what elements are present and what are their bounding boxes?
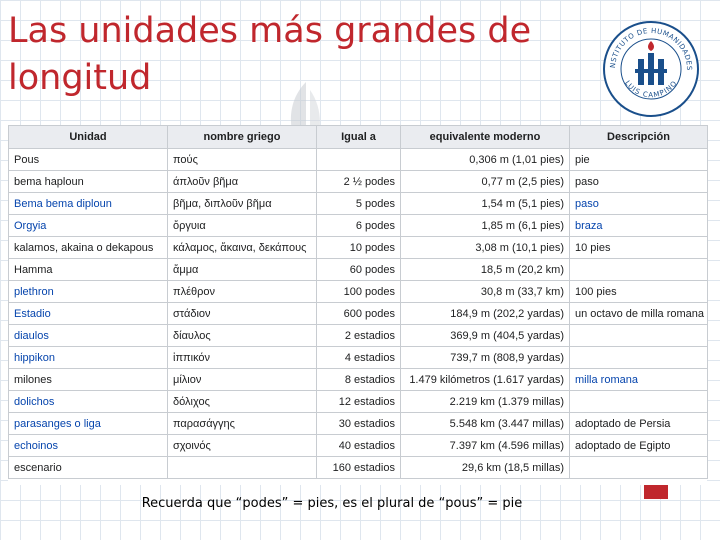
cell-modern-equivalent: 5.548 km (3.447 millas)	[401, 413, 570, 435]
cell-modern-equivalent: 2.219 km (1.379 millas)	[401, 391, 570, 413]
table-row	[9, 435, 708, 457]
cell-greek-name: πούς	[168, 149, 317, 171]
cell-equal-to: 160 estadios	[317, 457, 401, 479]
cell-modern-equivalent: 1,54 m (5,1 pies)	[401, 193, 570, 215]
header-equal-to: Igual a	[317, 126, 401, 149]
table-body	[9, 149, 708, 479]
cell-unit	[9, 215, 168, 237]
cell-unit-link[interactable]: plethron	[14, 285, 54, 298]
institute-logo	[601, 19, 701, 119]
units-table-container	[8, 125, 707, 485]
cell-unit: kalamos, akaina o dekapous	[9, 237, 168, 259]
cell-modern-equivalent: 1,85 m (6,1 pies)	[401, 215, 570, 237]
cell-unit	[9, 347, 168, 369]
cell-unit: milones	[9, 369, 168, 391]
cell-equal-to: 4 estadios	[317, 347, 401, 369]
cell-equal-to: 12 estadios	[317, 391, 401, 413]
table-row	[9, 325, 708, 347]
table-row	[9, 281, 708, 303]
cell-description	[570, 215, 708, 237]
cell-greek-name: παρασάγγης	[168, 413, 317, 435]
header-description: Descripción	[570, 126, 708, 149]
cell-equal-to: 2 ½ podes	[317, 171, 401, 193]
cell-description	[570, 457, 708, 479]
header-unit: Unidad	[9, 126, 168, 149]
cell-greek-name: δίαυλος	[168, 325, 317, 347]
cell-modern-equivalent: 18,5 m (20,2 km)	[401, 259, 570, 281]
table-row	[9, 457, 708, 479]
cell-modern-equivalent: 0,77 m (2,5 pies)	[401, 171, 570, 193]
cell-unit	[9, 303, 168, 325]
cell-greek-name: βῆμα, διπλοῦν βῆμα	[168, 193, 317, 215]
cell-unit-link[interactable]: dolichos	[14, 395, 55, 408]
cell-modern-equivalent: 29,6 km (18,5 millas)	[401, 457, 570, 479]
cell-description: pie	[570, 149, 708, 171]
cell-greek-name: ἱππικόν	[168, 347, 317, 369]
table-row	[9, 369, 708, 391]
cell-modern-equivalent: 0,306 m (1,01 pies)	[401, 149, 570, 171]
cell-description: 100 pies	[570, 281, 708, 303]
cell-description	[570, 369, 708, 391]
cell-modern-equivalent: 3,08 m (10,1 pies)	[401, 237, 570, 259]
cell-unit	[9, 325, 168, 347]
table-row	[9, 237, 708, 259]
cell-modern-equivalent: 1.479 kilómetros (1.617 yardas)	[401, 369, 570, 391]
cell-unit-link[interactable]: Bema bema diploun	[14, 197, 112, 210]
cell-description: 10 pies	[570, 237, 708, 259]
cell-unit: Pous	[9, 149, 168, 171]
cell-description: paso	[570, 171, 708, 193]
cell-modern-equivalent: 184,9 m (202,2 yardas)	[401, 303, 570, 325]
table-row	[9, 149, 708, 171]
table-row	[9, 347, 708, 369]
footer-note: Recuerda que “podes” = pies, es el plural de “pous” = pie	[141, 496, 523, 511]
cell-equal-to: 600 podes	[317, 303, 401, 325]
cell-unit	[9, 193, 168, 215]
cell-greek-name: ἅμμα	[168, 259, 317, 281]
table-row	[9, 193, 708, 215]
units-table	[8, 125, 708, 479]
cell-unit-link[interactable]: Estadio	[14, 307, 51, 320]
cell-equal-to: 2 estadios	[317, 325, 401, 347]
cell-description	[570, 193, 708, 215]
cell-unit	[9, 281, 168, 303]
cell-unit-link[interactable]: diaulos	[14, 329, 49, 342]
cell-description-link[interactable]: paso	[575, 197, 599, 210]
table-row	[9, 171, 708, 193]
cell-modern-equivalent: 369,9 m (404,5 yardas)	[401, 325, 570, 347]
cell-greek-name: ὄργυια	[168, 215, 317, 237]
cell-unit: bema haploun	[9, 171, 168, 193]
cell-equal-to: 8 estadios	[317, 369, 401, 391]
cell-modern-equivalent: 30,8 m (33,7 km)	[401, 281, 570, 303]
cell-equal-to: 40 estadios	[317, 435, 401, 457]
slide-title: Las unidades más grandes de longitud	[8, 11, 532, 98]
table-row	[9, 413, 708, 435]
cell-modern-equivalent: 7.397 km (4.596 millas)	[401, 435, 570, 457]
cell-equal-to: 60 podes	[317, 259, 401, 281]
cell-equal-to: 6 podes	[317, 215, 401, 237]
cell-description: un octavo de milla romana	[570, 303, 708, 325]
cell-equal-to: 5 podes	[317, 193, 401, 215]
table-header-row	[9, 126, 708, 149]
svg-text:INSTITUTO DE HUMANIDADES: NSTITUTO DE HUMANIDADES	[608, 26, 694, 71]
cell-description: adoptado de Persia	[570, 413, 708, 435]
cell-unit: escenario	[9, 457, 168, 479]
cell-greek-name	[168, 457, 317, 479]
cell-greek-name: πλέθρον	[168, 281, 317, 303]
cell-unit-link[interactable]: hippikon	[14, 351, 55, 364]
cell-description	[570, 325, 708, 347]
cell-equal-to	[317, 149, 401, 171]
cell-greek-name: στάδιον	[168, 303, 317, 325]
cell-unit-link[interactable]: parasanges o liga	[14, 417, 101, 430]
cell-description	[570, 259, 708, 281]
cell-greek-name: άπλοῦν βῆμα	[168, 171, 317, 193]
cell-equal-to: 10 podes	[317, 237, 401, 259]
cell-description-link[interactable]: braza	[575, 219, 603, 232]
header-modern-equivalent: equivalente moderno	[401, 126, 570, 149]
cell-description	[570, 347, 708, 369]
table-row	[9, 215, 708, 237]
cell-equal-to: 30 estadios	[317, 413, 401, 435]
cell-unit	[9, 413, 168, 435]
cell-description: adoptado de Egipto	[570, 435, 708, 457]
header-greek-name: nombre griego	[168, 126, 317, 149]
cell-greek-name: μίλιον	[168, 369, 317, 391]
cell-unit-link[interactable]: echoinos	[14, 439, 59, 452]
table-row	[9, 303, 708, 325]
cell-equal-to: 100 podes	[317, 281, 401, 303]
svg-text:LUIS CAMPINO: LUIS CAMPINO	[623, 79, 679, 100]
cell-modern-equivalent: 739,7 m (808,9 yardas)	[401, 347, 570, 369]
cell-greek-name: δόλιχος	[168, 391, 317, 413]
table-row	[9, 259, 708, 281]
cell-unit	[9, 391, 168, 413]
cell-description	[570, 391, 708, 413]
cell-description-link[interactable]: milla romana	[575, 373, 638, 386]
cell-unit-link[interactable]: Orgyia	[14, 219, 47, 232]
cell-unit	[9, 435, 168, 457]
cell-greek-name: σχοινός	[168, 435, 317, 457]
table-row	[9, 391, 708, 413]
cell-greek-name: κάλαμος, ἄκαινα, δεκάπους	[168, 237, 317, 259]
cell-unit: Hamma	[9, 259, 168, 281]
